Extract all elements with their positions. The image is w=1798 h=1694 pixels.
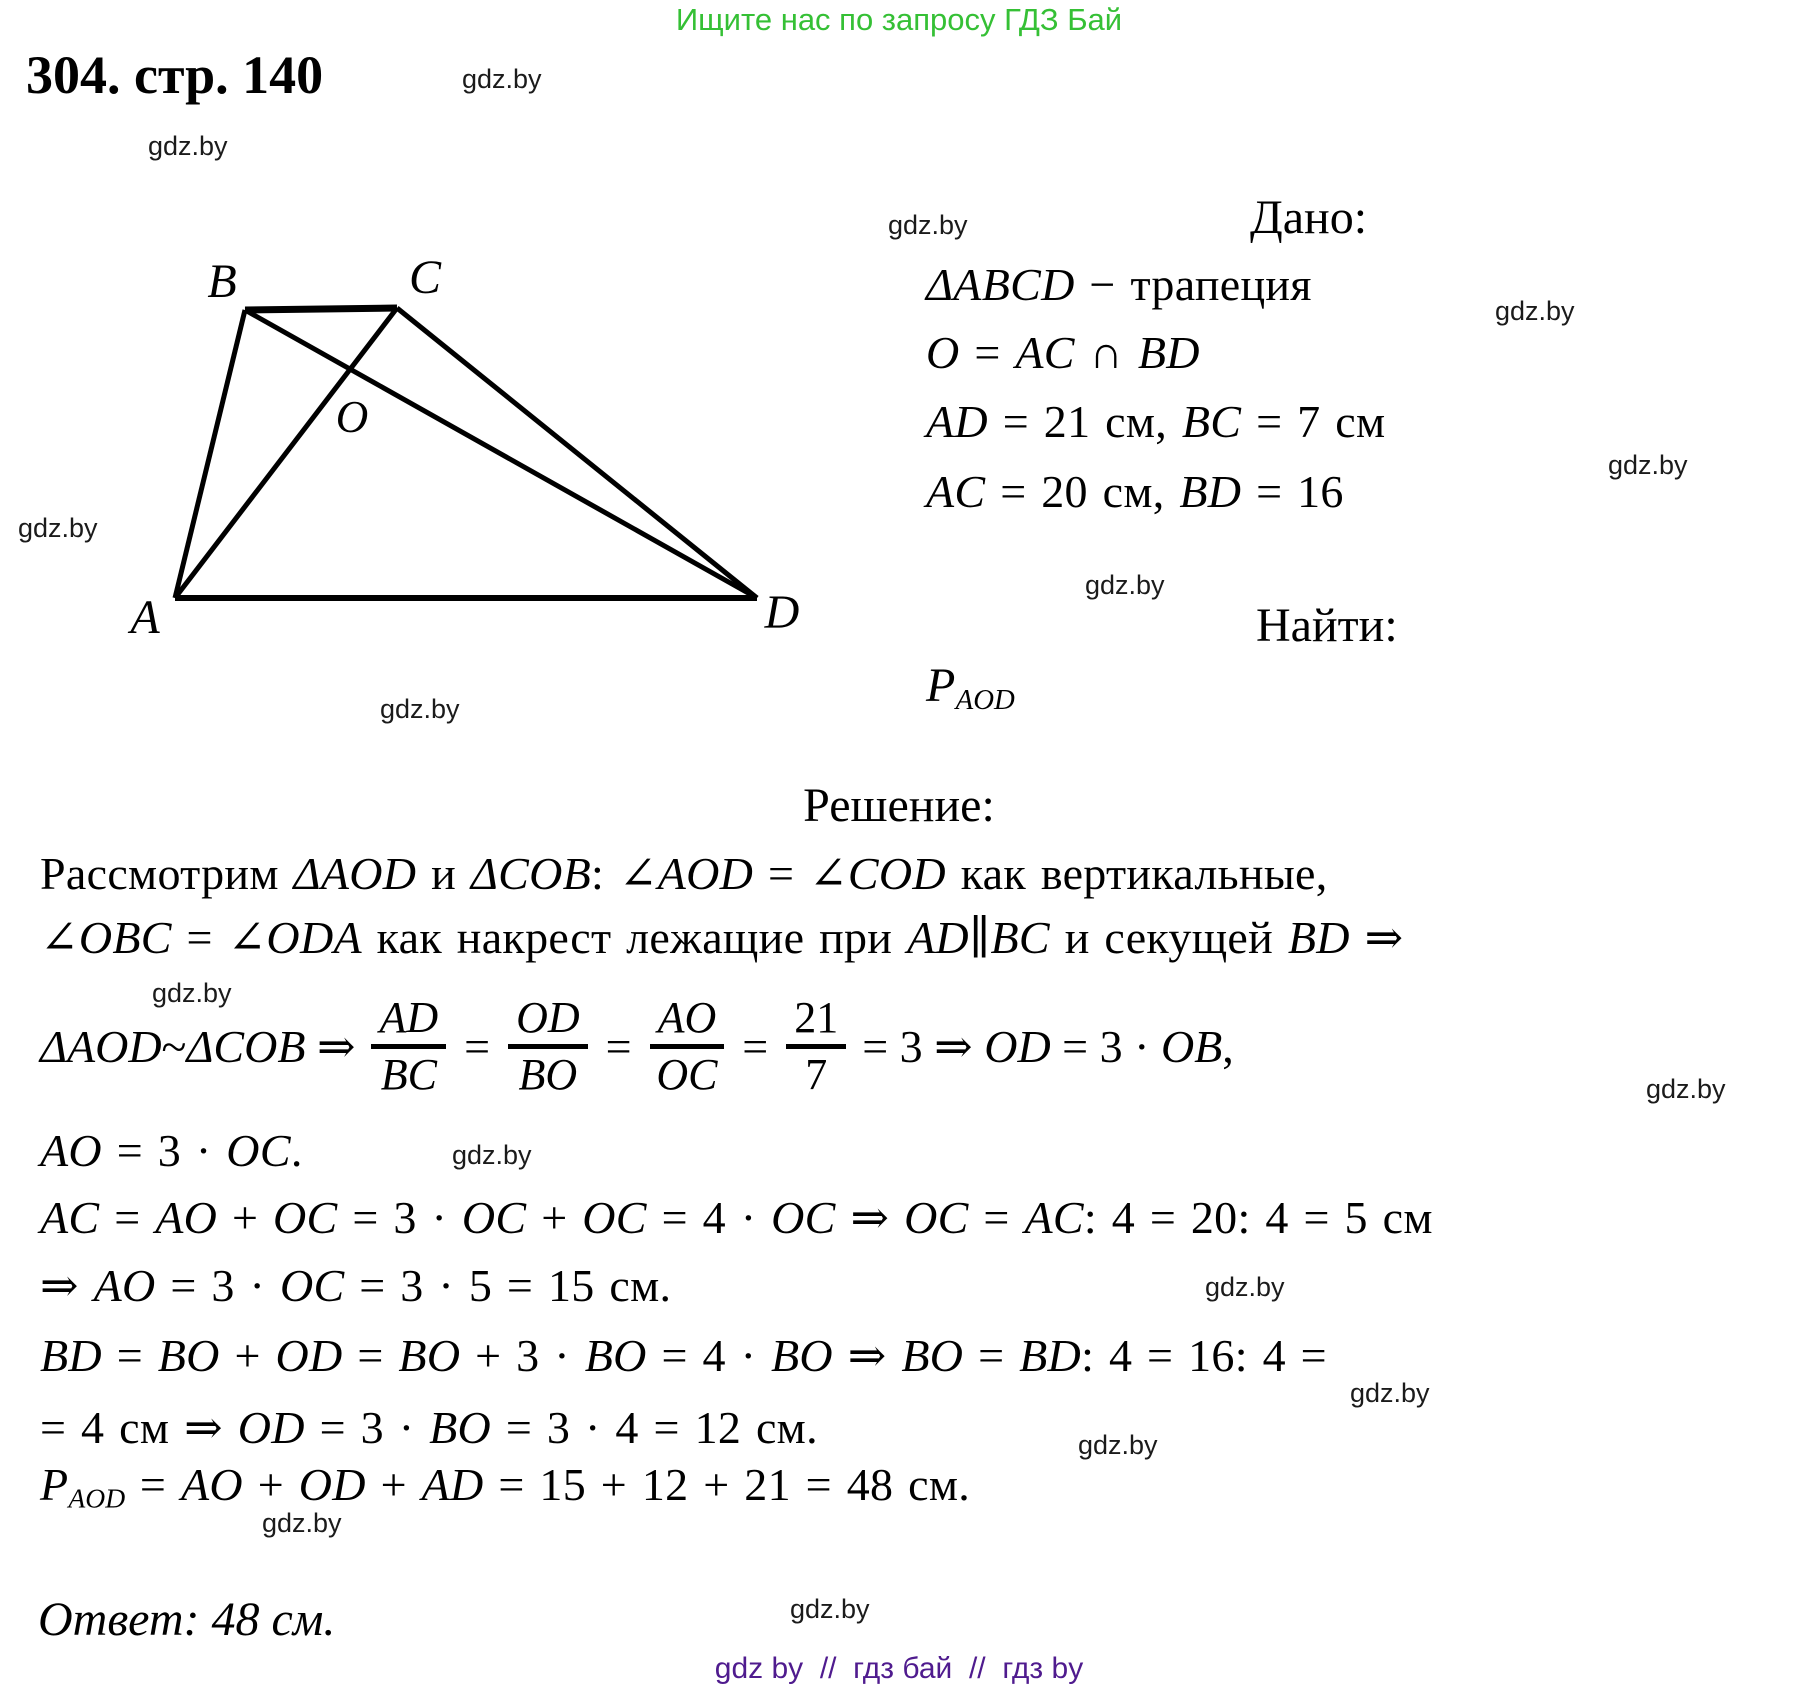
watermark-gdz: gdz.by bbox=[18, 513, 98, 543]
watermark-gdz: gdz.by bbox=[1085, 570, 1165, 600]
watermark-gdz: gdz.by bbox=[1646, 1074, 1726, 1104]
solution-line-5: AC = AO + OC = 3 · OC + OC = 4 · OC ⇒ OC = AC: 4 = 20: 4 = 5 см bbox=[40, 1192, 1433, 1243]
watermark-gdz: gdz.by bbox=[888, 210, 968, 240]
equals-sign: = bbox=[605, 1020, 632, 1072]
fraction-denominator: OC bbox=[656, 1049, 718, 1099]
vertex-label-b: B bbox=[207, 255, 237, 308]
find-heading: Найти: bbox=[1256, 599, 1398, 652]
fraction-numerator: OD bbox=[508, 994, 588, 1049]
similarity-statement: ΔAOD~ΔCOB ⇒ bbox=[40, 1021, 356, 1072]
find-target-perimeter: PAOD bbox=[926, 659, 1015, 717]
watermark-gdz: gdz.by bbox=[790, 1594, 870, 1624]
proportion-conclusion: = 3 ⇒ OD = 3 · OB, bbox=[862, 1021, 1234, 1072]
given-heading: Дано: bbox=[1250, 191, 1368, 244]
fraction-denominator: 7 bbox=[805, 1049, 828, 1099]
trapezoid-diagram bbox=[110, 245, 830, 655]
solution-line-1: Рассмотрим ΔAOD и ΔCOB: ∠AOD = ∠COD как вертикальные, bbox=[40, 848, 1328, 899]
fraction-numerator: AO bbox=[650, 994, 725, 1049]
intersection-label-o: O bbox=[335, 392, 369, 442]
solution-line-6: ⇒ AO = 3 · OC = 3 · 5 = 15 см. bbox=[40, 1260, 672, 1311]
given-line-ac-bd: AC = 20 см, BD = 16 bbox=[926, 466, 1344, 517]
watermark-gdz: gdz.by bbox=[152, 978, 232, 1008]
watermark-gdz: gdz.by bbox=[1495, 296, 1575, 326]
fraction-denominator: BC bbox=[380, 1049, 437, 1099]
watermark-gdz: gdz.by bbox=[1608, 450, 1688, 480]
solution-proportion-line bbox=[40, 982, 1234, 1110]
fraction-denominator: BO bbox=[518, 1049, 578, 1099]
watermark-gdz: gdz.by bbox=[1350, 1378, 1430, 1408]
watermark-gdz: gdz.by bbox=[452, 1140, 532, 1170]
watermark-gdz: gdz.by bbox=[380, 694, 460, 724]
fraction-ao-oc bbox=[650, 994, 725, 1098]
given-line-ad-bc: AD = 21 см, BC = 7 см bbox=[926, 396, 1386, 447]
fraction-ad-bc bbox=[371, 994, 446, 1098]
solution-line-7: BD = BO + OD = BO + 3 · BO = 4 · BO ⇒ BO = BD: 4 = 16: 4 = bbox=[40, 1330, 1327, 1381]
watermark-gdz: gdz.by bbox=[1205, 1272, 1285, 1302]
vertex-label-a: A bbox=[130, 591, 160, 644]
diagram-canvas bbox=[110, 245, 830, 655]
equals-sign: = bbox=[464, 1020, 491, 1072]
vertex-label-d: D bbox=[764, 586, 800, 639]
solution-line-9: PAOD = AO + OD + AD = 15 + 12 + 21 = 48 см. bbox=[40, 1459, 971, 1514]
watermark-gdz: gdz.by bbox=[148, 131, 228, 161]
footer-links: gdz by // гдз бай // гдз by bbox=[714, 1652, 1084, 1685]
solution-heading: Решение: bbox=[803, 779, 995, 832]
fraction-numerator: AD bbox=[371, 994, 446, 1049]
answer-line: Ответ: 48 см. bbox=[38, 1593, 336, 1646]
diagonal-bd bbox=[245, 310, 757, 598]
solution-line-8: = 4 см ⇒ OD = 3 · BO = 3 · 4 = 12 см. bbox=[40, 1402, 818, 1453]
solution-line-4: AO = 3 · OC. bbox=[40, 1125, 303, 1176]
watermark-gdz: gdz.by bbox=[262, 1508, 342, 1538]
side-cd bbox=[397, 308, 757, 598]
watermark-gdz: gdz.by bbox=[1078, 1430, 1158, 1460]
given-line-trapezoid: ΔABCD − трапеция bbox=[926, 259, 1312, 310]
side-bc bbox=[245, 308, 397, 310]
promo-header: Ищите нас по запросу ГДЗ Бай bbox=[675, 2, 1123, 37]
equals-sign: = bbox=[742, 1020, 769, 1072]
watermark-gdz: gdz.by bbox=[462, 64, 542, 94]
vertex-label-c: C bbox=[408, 251, 442, 304]
given-line-intersection: O = AC ∩ BD bbox=[926, 327, 1200, 378]
fraction-od-bo bbox=[508, 994, 588, 1098]
solution-line-2: ∠OBC = ∠ODA как накрест лежащие при AD∥BC и секущей BD ⇒ bbox=[40, 912, 1404, 963]
fraction-numerator: 21 bbox=[786, 994, 846, 1049]
page-title: 304. стр. 140 bbox=[26, 45, 324, 105]
fraction-21-7 bbox=[786, 994, 846, 1098]
